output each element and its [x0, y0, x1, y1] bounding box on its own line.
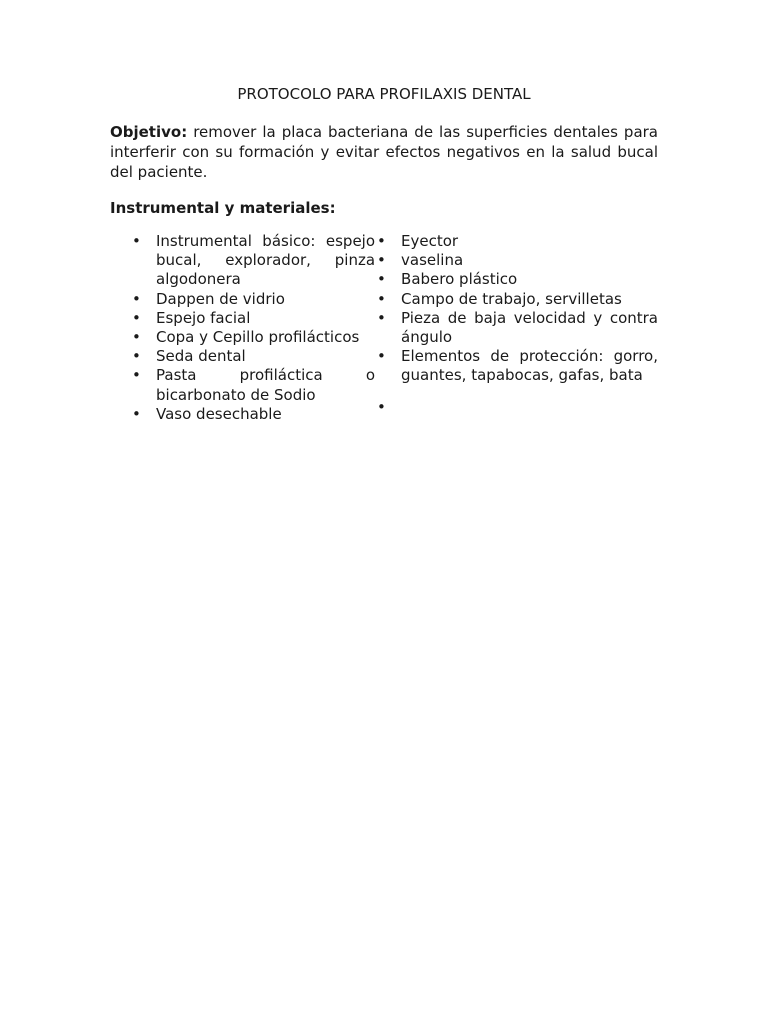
document-page [110, 84, 658, 424]
list-item-text: Pasta profiláctica o bicarbonato de Sodio [156, 366, 376, 404]
list-item [110, 309, 375, 328]
bullet-icon: • [377, 289, 386, 308]
list-item-text: Copa y Cepillo profilácticos [156, 328, 360, 347]
list-item [375, 347, 658, 385]
list-item-text: vaselina [401, 251, 464, 270]
list-item-text: Campo de trabajo, servilletas [401, 289, 622, 308]
materials-heading: Instrumental y materiales: [110, 199, 336, 217]
bullet-icon: • [132, 366, 141, 385]
right-column [375, 232, 658, 424]
list-item-text: Dappen de vidrio [156, 289, 285, 308]
materials-columns [110, 232, 658, 424]
list-item [110, 347, 375, 366]
list-item-text: Instrumental básico: espejo bucal, explorador, pinza algodonera [156, 232, 376, 289]
list-item [375, 251, 658, 270]
list-item-text: Espejo facial [156, 308, 251, 327]
bullet-icon: • [132, 232, 141, 250]
bullet-icon: • [377, 270, 386, 289]
list-item-text: Babero plástico [401, 270, 518, 289]
objective-text: remover la placa bacteriana de las superficies dentales para interferir con su formación y evitar efectos negativos en la salud bucal del paciente. [110, 123, 658, 181]
bullet-icon: • [132, 404, 141, 423]
list-item-text: Elementos de protección: gorro, guantes, tapabocas, gafas, bata [401, 347, 658, 385]
list-item-text: Pieza de baja velocidad y contra ángulo [401, 308, 658, 347]
bullet-icon: • [132, 289, 141, 308]
list-item [110, 328, 375, 347]
list-item-text: Seda dental [156, 347, 246, 366]
document-title: PROTOCOLO PARA PROFILAXIS DENTAL [237, 85, 531, 103]
list-item [375, 309, 658, 347]
right-list [375, 232, 658, 416]
list-item [110, 405, 375, 424]
bullet-icon: • [377, 251, 386, 270]
list-item-text: Vaso desechable [156, 404, 282, 423]
objective-paragraph [110, 122, 658, 182]
left-column [110, 232, 375, 424]
list-item [375, 232, 658, 251]
bullet-icon: • [377, 347, 386, 366]
bullet-icon: • [377, 232, 386, 250]
list-item [375, 290, 658, 309]
bullet-icon: • [377, 397, 386, 416]
list-item-text: Eyector [401, 232, 459, 250]
bullet-icon: • [377, 308, 386, 327]
bullet-icon: • [132, 347, 141, 366]
objective-label: Objetivo: [110, 123, 188, 141]
bullet-icon: • [132, 328, 141, 347]
list-item [110, 290, 375, 309]
list-item [110, 232, 375, 290]
list-item [110, 366, 375, 404]
bullet-icon: • [132, 308, 141, 327]
left-list [110, 232, 375, 424]
list-item [375, 270, 658, 289]
